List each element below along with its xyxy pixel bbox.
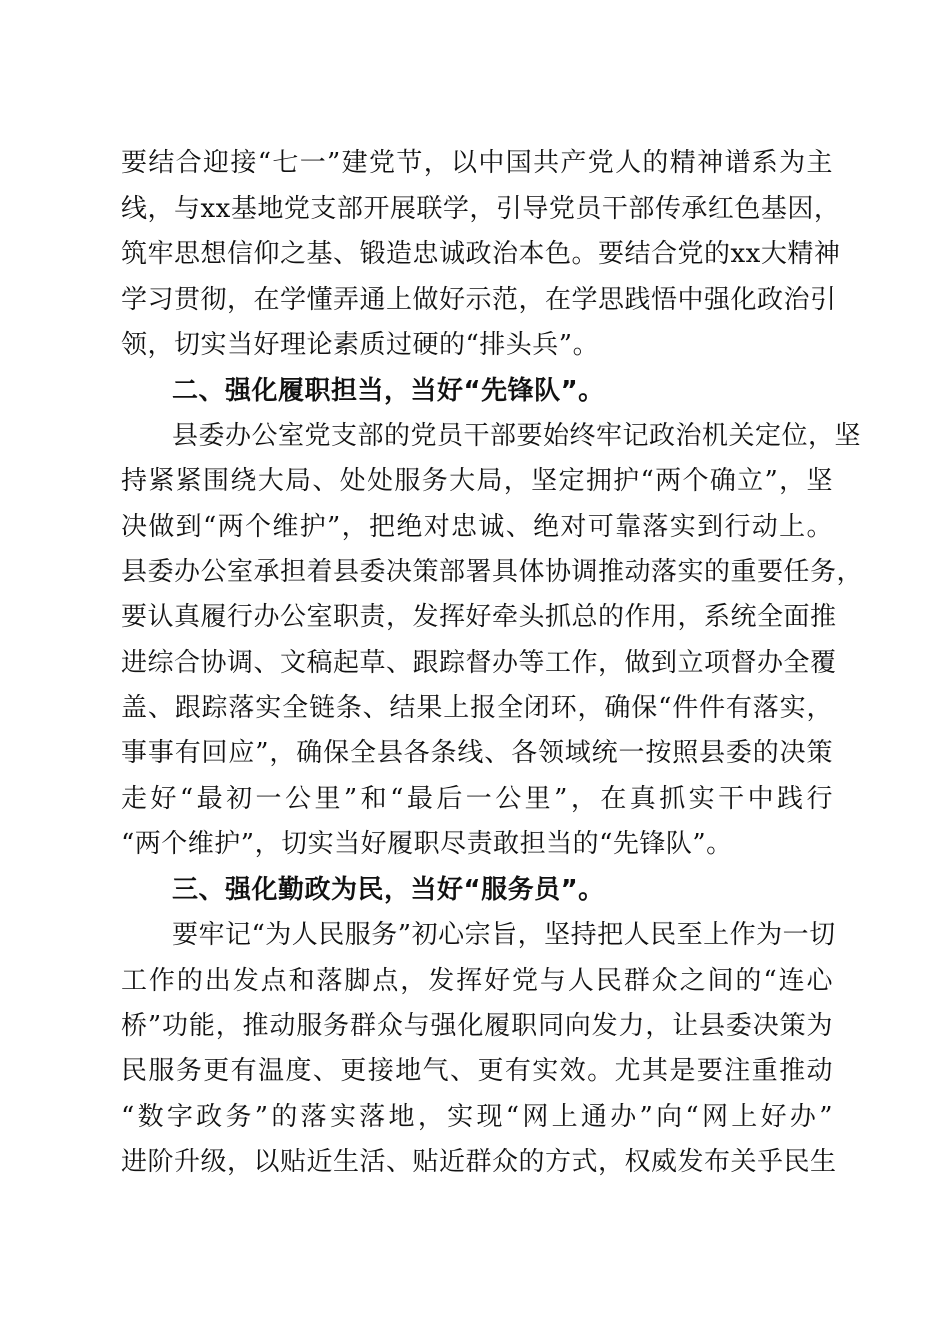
body-text-line: 盖、跟踪落实全链条、结果上报全闭环，确保“件件有落实， — [121, 693, 833, 723]
body-text-line: 学习贯彻，在学懂弄通上做好示范，在学思践悟中强化政治引 — [121, 285, 837, 315]
body-text-line: 领，切实当好理论素质过硬的“排头兵”。 — [121, 330, 600, 360]
section-heading-2: 二、强化履职担当，当好“先锋队”。 — [172, 376, 605, 406]
body-text-line: 民服务更有温度、更接地气、更有实效。尤其是要注重推动 — [121, 1056, 833, 1086]
body-text-line: 县委办公室党支部的党员干部要始终牢记政治机关定位，坚 — [172, 421, 862, 451]
body-text-line: 决做到“两个维护”，把绝对忠诚、绝对可靠落实到行动上。 — [121, 512, 833, 542]
body-text-line: 线，与xx基地党支部开展联学，引导党员干部传承红色基因， — [121, 194, 841, 224]
body-text-line: “数字政务”的落实落地，实现“网上通办”向“网上好办” — [121, 1102, 833, 1132]
body-text-line: 要牢记“为人民服务”初心宗旨，坚持把人民至上作为一切 — [172, 920, 836, 950]
body-text-line: 要认真履行办公室职责，发挥好牵头抓总的作用，系统全面推 — [121, 602, 837, 632]
body-text-line: 持紧紧围绕大局、处处服务大局，坚定拥护“两个确立”，坚 — [121, 466, 833, 496]
body-text-line: 要结合迎接“七一”建党节，以中国共产党人的精神谱系为主 — [121, 148, 833, 178]
body-text-line: “两个维护”，切实当好履职尽责敢担当的“先锋队”。 — [121, 829, 733, 859]
body-text-line: 事事有回应”，确保全县各条线、各领域统一按照县委的决策 — [121, 738, 833, 768]
body-text-line: 筑牢思想信仰之基、锻造忠诚政治本色。要结合党的xx大精神 — [121, 239, 841, 269]
body-text-line: 进综合协调、文稿起草、跟踪督办等工作，做到立项督办全覆 — [121, 648, 837, 678]
body-text-line: 桥”功能，推动服务群众与强化履职同向发力，让县委决策为 — [121, 1011, 833, 1041]
section-heading-3: 三、强化勤政为民，当好“服务员”。 — [172, 875, 605, 905]
body-text-line: 进阶升级，以贴近生活、贴近群众的方式，权威发布关乎民生 — [121, 1147, 837, 1177]
body-text-line: 工作的出发点和落脚点，发挥好党与人民群众之间的“连心 — [121, 966, 833, 996]
body-text-line: 县委办公室承担着县委决策部署具体协调推动落实的重要任务， — [121, 557, 864, 587]
body-text-line: 走好“最初一公里”和“最后一公里”，在真抓实干中践行 — [121, 784, 833, 814]
